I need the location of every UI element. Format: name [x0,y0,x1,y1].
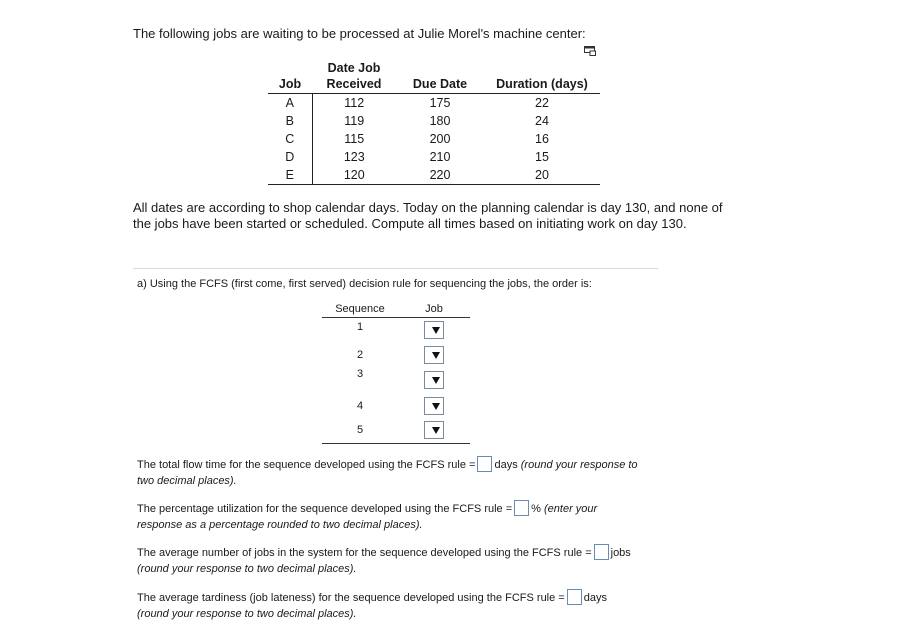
jobs-table-header-row-2 [268,76,600,94]
job-cell: D [268,148,312,166]
jobs-table-header-row-1 [268,60,600,76]
rounding-note: two decimal places). [137,475,237,487]
dropdown-arrow-icon [432,352,440,359]
job-select-cell [398,366,470,394]
header-job: Job [425,303,443,315]
table-row [268,94,600,113]
header-spacer [268,60,312,76]
sequence-table-header [322,303,470,318]
job-cell: A [268,94,312,113]
header-due-date: Due Date [412,77,468,91]
section-divider [133,268,658,269]
job-cell: E [268,166,312,185]
jobs-table [268,60,600,185]
copy-to-clipboard-icon[interactable] [584,46,596,56]
dropdown-arrow-icon [432,377,440,384]
job-cell: C [268,130,312,148]
job-select-cell [398,345,470,366]
unit-label: days [494,459,518,471]
table-row [268,130,600,148]
duration-cell: 20 [535,168,549,182]
header-date-received-line1: Date Job [327,61,381,75]
rounding-note: (round your response to [520,459,638,471]
duration-cell: 22 [535,96,549,110]
tardiness-question [137,589,667,622]
header-job: Job [278,77,302,91]
job-select-1[interactable] [424,321,444,339]
rounding-note: (enter your [544,503,598,515]
header-date-received-line2: Received [326,77,382,91]
part-a-prompt: a) Using the FCFS (first come, first served) decision rule for sequencing the jobs, the order is: [137,278,592,290]
job-cell: B [268,112,312,130]
due-cell: 210 [429,150,451,164]
intro-text: The following jobs are waiting to be processed at Julie Morel's machine center: [133,26,586,41]
table-row [322,318,470,345]
rounding-note: response as a percentage rounded to two decimal places). [137,519,423,531]
due-cell: 180 [429,114,451,128]
received-cell: 115 [344,132,365,146]
question-text: The average tardiness (job lateness) for the sequence developed using the FCFS rule = [137,592,565,604]
question-text: The percentage utilization for the sequence developed using the FCFS rule = [137,503,513,515]
received-cell: 112 [344,96,365,110]
job-select-cell [398,318,470,345]
unit-label: jobs [610,547,631,559]
question-text: The total flow time for the sequence developed using the FCFS rule = [137,459,476,471]
table-row [322,418,470,444]
sequence-number: 2 [356,349,364,361]
sequence-number: 3 [356,367,364,380]
received-cell: 120 [343,168,365,182]
table-row [268,112,600,130]
job-select-4[interactable] [424,397,444,415]
sequence-table [322,303,470,444]
duration-cell: 24 [535,114,549,128]
table-row [268,166,600,185]
avg-jobs-question [137,544,667,577]
due-cell: 220 [429,168,451,182]
rounding-note: (round your response to two decimal places). [137,563,357,575]
utilization-input[interactable] [514,500,529,516]
problem-paragraph [133,200,733,232]
table-row [268,148,600,166]
table-row [322,345,470,366]
job-select-cell [398,418,470,444]
received-cell: 119 [344,114,365,128]
rounding-note: (round your response to two decimal places). [137,608,357,620]
sequence-number: 4 [356,399,364,412]
unit-label: % [531,503,541,515]
table-row [322,394,470,418]
header-spacer [484,60,600,76]
due-cell: 175 [429,96,451,110]
job-select-5[interactable] [424,421,444,439]
tardiness-input[interactable] [567,589,582,605]
sequence-number: 1 [356,321,364,333]
due-cell: 200 [429,132,451,146]
header-spacer [396,60,484,76]
dropdown-arrow-icon [432,327,440,334]
unit-label: days [583,592,607,604]
job-select-2[interactable] [424,346,444,364]
duration-cell: 16 [535,132,549,146]
received-cell: 123 [343,150,365,164]
utilization-question [137,500,667,533]
header-duration: Duration (days) [496,77,588,91]
flow-time-question [137,456,667,489]
sequence-number: 5 [356,424,364,437]
paragraph-line: the jobs have been started or scheduled. Compute all times based on initiating work on day 130. [133,216,687,231]
paragraph-line: All dates are according to shop calendar days. Today on the planning calendar is day 130, and none of [133,200,723,215]
duration-cell: 15 [535,150,549,164]
header-sequence: Sequence [335,303,385,315]
question-text: The average number of jobs in the system for the sequence developed using the FCFS rule = [137,547,592,559]
table-row [322,366,470,394]
job-select-cell [398,394,470,418]
flow-time-input[interactable] [477,456,492,472]
dropdown-arrow-icon [432,403,440,410]
avg-jobs-input[interactable] [594,544,609,560]
dropdown-arrow-icon [432,427,440,434]
job-select-3[interactable] [424,371,444,389]
